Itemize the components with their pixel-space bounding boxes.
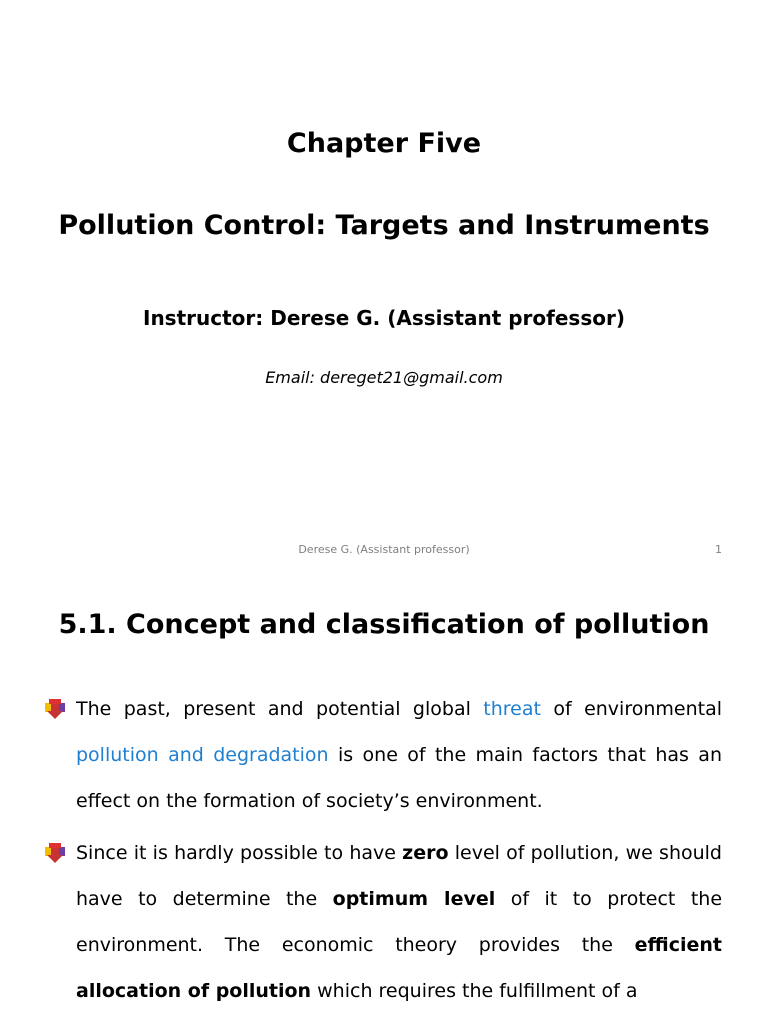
bullet2-text-3: of it to protect the environment. The economic theory provides the bbox=[76, 888, 723, 956]
bullet-item-2 bbox=[76, 830, 722, 1014]
pollution-degradation-link[interactable]: pollution and degradation bbox=[76, 744, 329, 766]
efficient-allocation-emphasis: efficient allocation of pollution bbox=[76, 934, 722, 1002]
threat-link[interactable]: threat bbox=[483, 698, 541, 720]
optimum-level-emphasis: optimum level bbox=[332, 888, 496, 910]
slide-footer: Derese G. (Assistant professor) bbox=[298, 543, 470, 556]
instructor-line: Instructor: Derese G. (Assistant professor) bbox=[143, 306, 625, 330]
section-heading: 5.1. Concept and classification of pollution bbox=[58, 609, 710, 640]
bullet2-text-2: level of pollution, we should have to determine the bbox=[76, 842, 722, 910]
page-number: 1 bbox=[715, 543, 722, 556]
email-line: Email: dereget21@gmail.com bbox=[265, 368, 503, 387]
bullet-item-1 bbox=[76, 686, 722, 824]
bullet1-text-1: The past, present and potential global bbox=[76, 698, 484, 720]
slide-2 bbox=[0, 575, 768, 1024]
chapter-title: Chapter Five bbox=[286, 128, 482, 159]
bullet2-text-1: Since it is hardly possible to have bbox=[76, 842, 403, 864]
bullet2-text-4: which requires the fulfillment of a bbox=[311, 980, 638, 1002]
bullet1-text-2: of environmental bbox=[540, 698, 722, 720]
zero-emphasis: zero bbox=[402, 842, 449, 864]
arrow-down-bullet-icon bbox=[45, 699, 65, 719]
arrow-down-bullet-icon bbox=[45, 843, 65, 863]
slide-subtitle: Pollution Control: Targets and Instruments bbox=[58, 210, 710, 241]
bullet1-text-3: is one of the main factors that has an effect on the formation of society’s environment. bbox=[76, 744, 722, 812]
